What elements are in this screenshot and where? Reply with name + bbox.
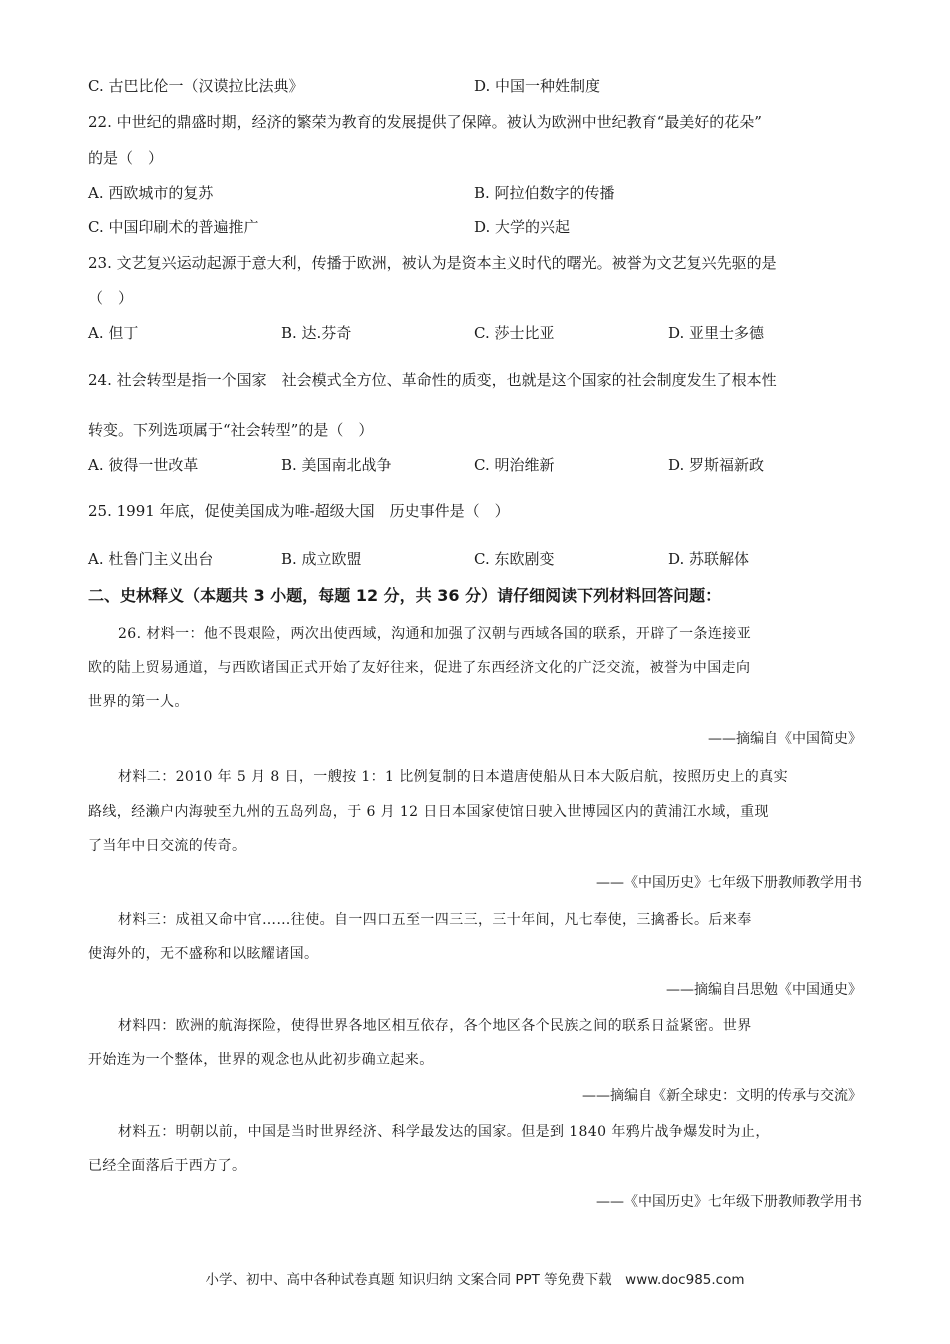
q26-material1-line1: 26. 材料一：他不畏艰险，两次出使西域，沟通和加强了汉朝与西域各国的联系，开辟了一条连接亚 — [118, 626, 752, 642]
q22-option-d: D. 大学的兴起 — [474, 218, 571, 236]
q24-stem-line1: 24. 社会转型是指一个国家 社会模式全方位、革命性的质变，也就是这个国家的社会制度发生了根本性 — [88, 371, 777, 389]
q25-option-b: B. 成立欧盟 — [281, 550, 362, 568]
q26-material4-source: ——摘编自《新全球史：文明的传承与交流》 — [582, 1088, 862, 1104]
q26-material5-line2: 已经全面落后于西方了。 — [88, 1158, 247, 1174]
q22-option-c: C. 中国印刷术的普遍推广 — [88, 218, 259, 236]
q24-option-b: B. 美国南北战争 — [281, 456, 392, 474]
q26-material5-line1: 材料五：明朝以前，中国是当时世界经济、科学最发达的国家。但是到 1840 年鸦片战争爆发时为止， — [118, 1124, 770, 1140]
q26-material2-line1: 材料二：2010 年 5 月 8 日，一艘按 1：1 比例复制的日本遣唐使船从日本大阪启航，按照历史上的真实 — [118, 769, 789, 785]
q26-material4-line2: 开始连为一个整体，世界的观念也从此初步确立起来。 — [88, 1052, 434, 1068]
section2-heading: 二、史林释义（本题共 3 小题，每题 12 分，共 36 分）请仔细阅读下列材料回答问题： — [88, 586, 722, 605]
q23-option-a: A. 但丁 — [88, 324, 139, 342]
q26-material5-source: ——《中国历史》七年级下册教师教学用书 — [596, 1194, 862, 1210]
q25-stem: 25. 1991 年底，促使美国成为唯-超级大国 历史事件是（ ） — [88, 502, 510, 520]
q22-stem-line1: 22. 中世纪的鼎盛时期，经济的繁荣为教育的发展提供了保障。被认为欧洲中世纪教育“最美好的花朵” — [88, 113, 762, 131]
page-footer: 小学、初中、高中各种试卷真题 知识归纳 文案合同 PPT 等免费下载 www.doc985.com — [205, 1272, 745, 1288]
q26-material2-line2: 路线，经濑户内海驶至九州的五岛列岛，于 6 月 12 日日本国家使馆日驶入世博园区内的黄浦江水域，重现 — [88, 804, 769, 820]
q23-option-c: C. 莎士比亚 — [474, 324, 555, 342]
q26-material3-source: ——摘编自吕思勉《中国通史》 — [666, 982, 862, 998]
q25-option-a: A. 杜鲁门主义出台 — [88, 550, 214, 568]
q26-material2-line3: 了当年中日交流的传奇。 — [88, 838, 247, 854]
q21-option-c: C. 古巴比伦一（汉谟拉比法典》 — [88, 77, 304, 95]
q23-stem-line2: （ ） — [88, 289, 134, 307]
q22-stem-line2: 的是（ ） — [88, 149, 164, 167]
q26-material1-source: ——摘编自《中国简史》 — [708, 731, 862, 747]
q24-stem-line2: 转变。下列选项属于“社会转型”的是（ ） — [88, 421, 374, 439]
q26-material1-line3: 世界的第一人。 — [88, 694, 189, 710]
q26-material3-line1: 材料三：成祖又命中官……往使。自一四口五至一四三三，三十年间，凡七奉使，三擒番长。后来奉 — [118, 912, 752, 928]
q22-option-b: B. 阿拉伯数字的传播 — [474, 184, 615, 202]
q24-option-d: D. 罗斯福新政 — [668, 456, 765, 474]
q24-option-c: C. 明治维新 — [474, 456, 555, 474]
q26-material1-line2: 欧的陆上贸易通道，与西欧诸国正式开始了友好往来，促进了东西经济文化的广泛交流，被誉为中国走向 — [88, 660, 751, 676]
q26-material3-line2: 使海外的，无不盛称和以眩耀诸国。 — [88, 946, 319, 962]
q23-stem-line1: 23. 文艺复兴运动起源于意大利，传播于欧洲，被认为是资本主义时代的曙光。被誉为文艺复兴先驱的是 — [88, 254, 777, 272]
q24-option-a: A. 彼得一世改革 — [88, 456, 199, 474]
q26-material4-line1: 材料四：欧洲的航海探险，使得世界各地区相互依存，各个地区各个民族之间的联系日益紧密。世界 — [118, 1018, 752, 1034]
q23-option-d: D. 亚里士多德 — [668, 324, 765, 342]
q22-option-a: A. 西欧城市的复苏 — [88, 184, 214, 202]
q26-material2-source: ——《中国历史》七年级下册教师教学用书 — [596, 875, 862, 891]
q23-option-b: B. 达.芬奇 — [281, 324, 352, 342]
q21-option-d: D. 中国一种姓制度 — [474, 77, 601, 95]
q25-option-d: D. 苏联解体 — [668, 550, 750, 568]
q25-option-c: C. 东欧剧变 — [474, 550, 555, 568]
